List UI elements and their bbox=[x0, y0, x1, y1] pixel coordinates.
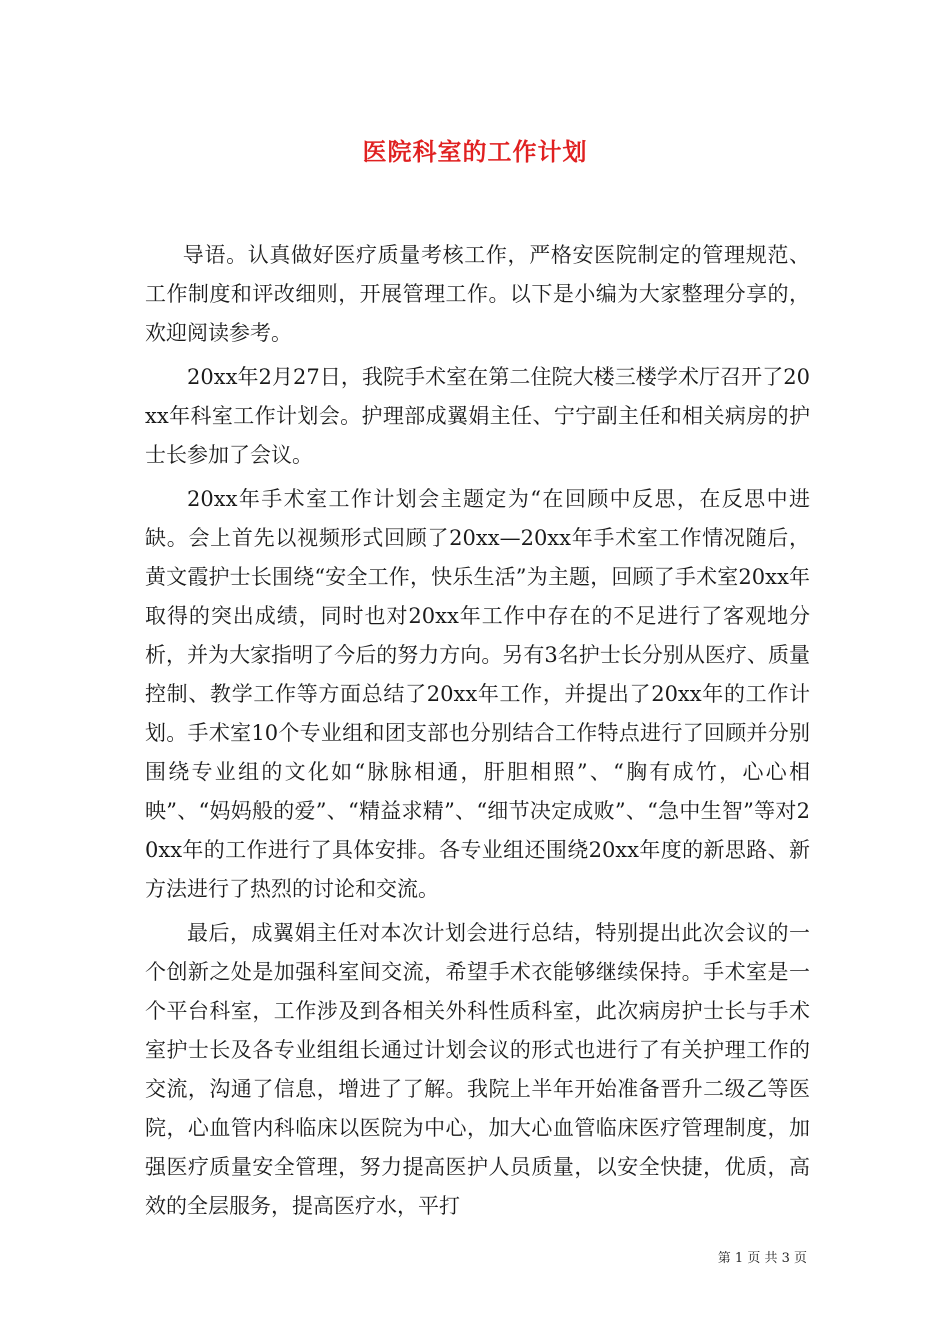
paragraph-meeting: 20xx年2月27日，我院手术室在第二住院大楼三楼学术厅召开了20xx年科室工作计划会。护理部成翼娟主任、宁宁副主任和相关病房的护士长参加了会议。 bbox=[145, 365, 810, 467]
document-title: 医院科室的工作计划 bbox=[362, 137, 588, 166]
paragraph-theme: 20xx年手术室工作计划会主题定为“在回顾中反思，在反思中进缺。会上首先以视频形式回顾了20xx—20xx年手术室工作情况随后，黄文霞护士长围绕“安全工作，快乐生活”为主题，回顾了手术室20xx年取得的突出成绩，同时也对20xx年工作中存在的不足进行了客观地分析，并为大家指明了今后的努力方向。另有3名护士长分别从医疗、质量控制、教学工作等方面总结了20xx年工作，并提出了20xx年的工作计划。手术室10个专业组和团支部也分别结合工作特点进行了回顾并分别围绕专业组的文化如“脉脉相通，肝胆相照”、“胸有成竹，心心相映”、“妈妈般的爱”、“精益求精”、“细节决定成败”、“急中生智”等对20xx年的工作进行了具体安排。各专业组还围绕20xx年度的新思路、新方法进行了热烈的讨论和交流。 bbox=[145, 487, 810, 901]
paragraph-summary: 最后，成翼娟主任对本次计划会进行总结，特别提出此次会议的一个创新之处是加强科室间交流，希望手术衣能够继续保持。手术室是一个平台科室，工作涉及到各相关外科性质科室，此次病房护士长与手术室护士长及各专业组组长通过计划会议的形式也进行了有关护理工作的交流，沟通了信息，增进了了解。我院上半年开始准备晋升二级乙等医院，心血管内科临床以医院为中心，加大心血管临床医疗管理制度，加强医疗质量安全管理，努力提高医护人员质量，以安全快捷，优质，高效的全层服务，提高医疗水，平打 bbox=[145, 921, 810, 1218]
document-body bbox=[145, 236, 810, 1231]
page-number: 第 1 页 共 3 页 bbox=[717, 1251, 807, 1266]
paragraph-intro: 导语。认真做好医疗质量考核工作，严格安医院制定的管理规范、工作制度和评改细则，开展管理工作。以下是小编为大家整理分享的，欢迎阅读参考。 bbox=[145, 243, 810, 345]
